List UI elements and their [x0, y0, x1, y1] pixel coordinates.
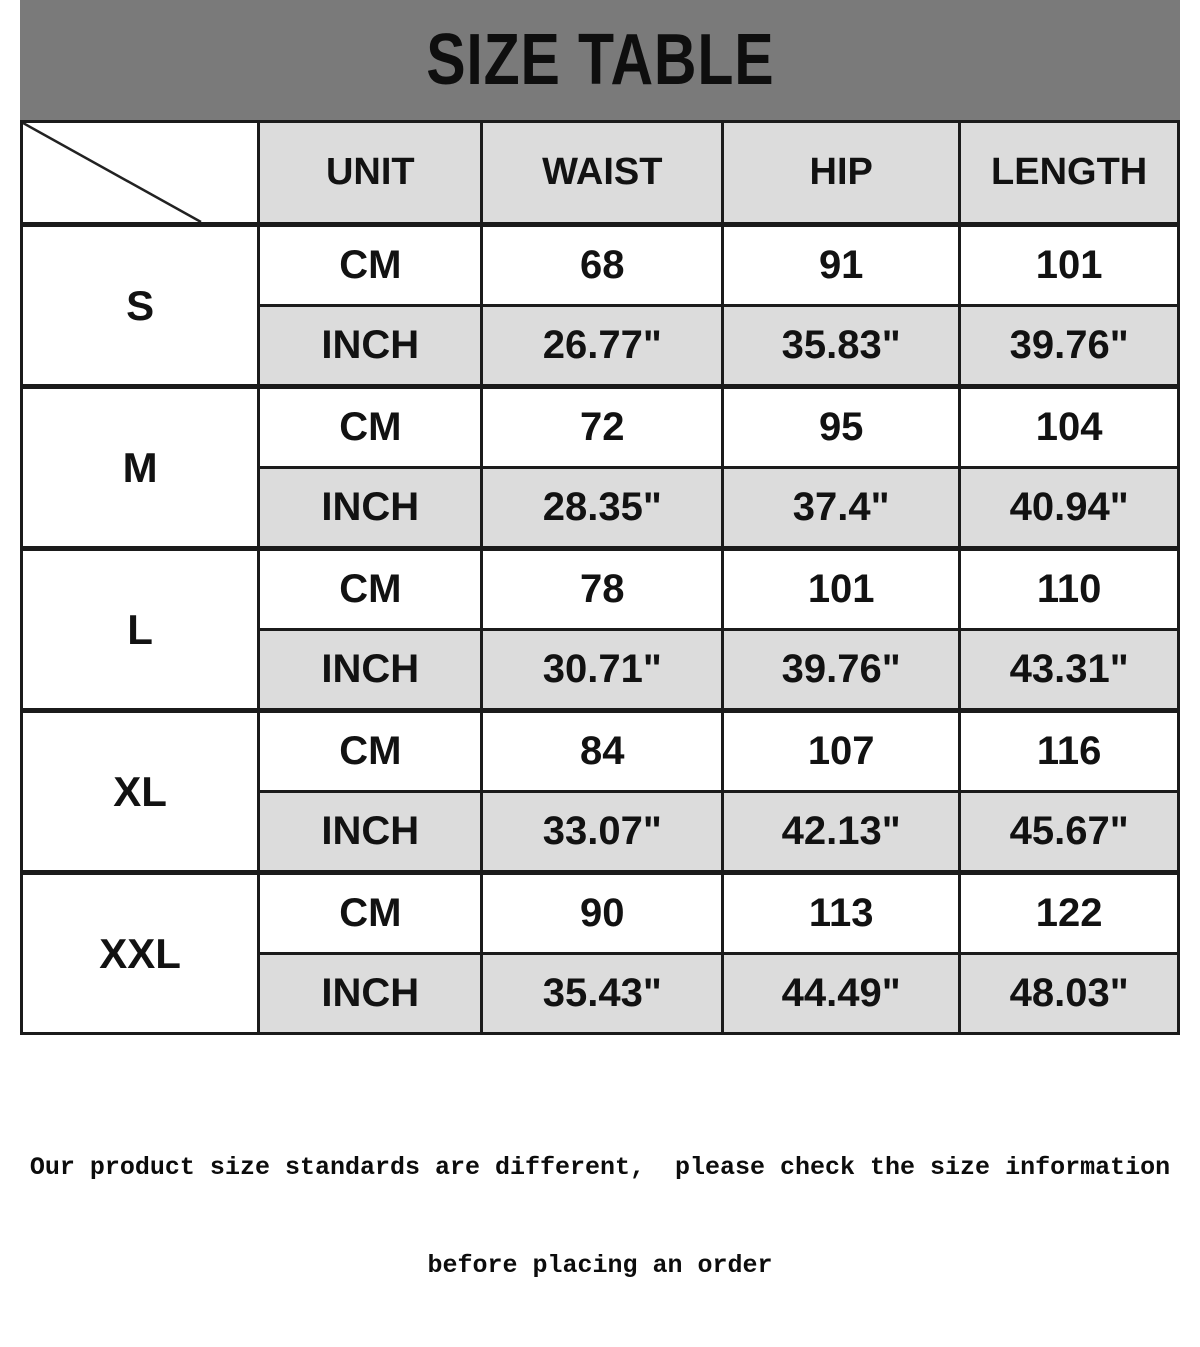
value-s-inch-hip: 35.83"	[723, 306, 960, 387]
value-l-cm-hip: 101	[723, 549, 960, 630]
page-title: SIZE TABLE	[425, 20, 775, 100]
column-header-length: LENGTH	[960, 122, 1179, 225]
value-xl-inch-length: 45.67"	[960, 792, 1179, 873]
title-banner	[20, 0, 1180, 120]
row-m-cm	[22, 387, 1179, 468]
value-m-inch-length: 40.94"	[960, 468, 1179, 549]
value-m-inch-waist: 28.35"	[482, 468, 723, 549]
header-row	[22, 122, 1179, 225]
row-s-cm	[22, 225, 1179, 306]
row-xl-cm	[22, 711, 1179, 792]
value-xl-cm-hip: 107	[723, 711, 960, 792]
unit-label-xxl-cm: CM	[259, 873, 482, 954]
value-xxl-inch-hip: 44.49"	[723, 954, 960, 1034]
size-label-xxl: XXL	[22, 873, 259, 1034]
value-xxl-inch-length: 48.03"	[960, 954, 1179, 1034]
size-label-xl: XL	[22, 711, 259, 873]
unit-label-l-inch: INCH	[259, 630, 482, 711]
value-xl-inch-hip: 42.13"	[723, 792, 960, 873]
value-l-cm-length: 110	[960, 549, 1179, 630]
value-xxl-cm-length: 122	[960, 873, 1179, 954]
value-l-inch-waist: 30.71"	[482, 630, 723, 711]
size-label-s: S	[22, 225, 259, 387]
value-s-cm-waist: 68	[482, 225, 723, 306]
row-l-cm	[22, 549, 1179, 630]
value-l-inch-hip: 39.76"	[723, 630, 960, 711]
value-m-cm-waist: 72	[482, 387, 723, 468]
size-label-l: L	[22, 549, 259, 711]
unit-label-xl-cm: CM	[259, 711, 482, 792]
footer-note-line-2: before placing an order	[427, 1250, 773, 1280]
value-s-cm-hip: 91	[723, 225, 960, 306]
value-s-inch-waist: 26.77"	[482, 306, 723, 387]
value-xxl-cm-waist: 90	[482, 873, 723, 954]
value-l-cm-waist: 78	[482, 549, 723, 630]
size-label-m: M	[22, 387, 259, 549]
unit-label-xl-inch: INCH	[259, 792, 482, 873]
value-m-cm-hip: 95	[723, 387, 960, 468]
column-header-hip: HIP	[723, 122, 960, 225]
value-m-cm-length: 104	[960, 387, 1179, 468]
value-xxl-cm-hip: 113	[723, 873, 960, 954]
row-xxl-cm	[22, 873, 1179, 954]
unit-label-m-cm: CM	[259, 387, 482, 468]
size-chart-page	[20, 0, 1180, 1347]
value-xxl-inch-waist: 35.43"	[482, 954, 723, 1034]
footer-note	[20, 1087, 1180, 1347]
unit-label-m-inch: INCH	[259, 468, 482, 549]
unit-label-xxl-inch: INCH	[259, 954, 482, 1034]
unit-label-l-cm: CM	[259, 549, 482, 630]
unit-label-s-cm: CM	[259, 225, 482, 306]
value-l-inch-length: 43.31"	[960, 630, 1179, 711]
unit-label-s-inch: INCH	[259, 306, 482, 387]
value-xl-inch-waist: 33.07"	[482, 792, 723, 873]
column-header-unit: UNIT	[259, 122, 482, 225]
value-xl-cm-waist: 84	[482, 711, 723, 792]
footer-note-line-1: Our product size standards are different, please check the size information	[29, 1153, 1171, 1182]
size-table	[20, 120, 1180, 1035]
value-s-cm-length: 101	[960, 225, 1179, 306]
value-xl-cm-length: 116	[960, 711, 1179, 792]
diagonal-header-cell	[22, 122, 259, 225]
diagonal-line-icon	[23, 123, 257, 222]
column-header-waist: WAIST	[482, 122, 723, 225]
value-s-inch-length: 39.76"	[960, 306, 1179, 387]
value-m-inch-hip: 37.4"	[723, 468, 960, 549]
